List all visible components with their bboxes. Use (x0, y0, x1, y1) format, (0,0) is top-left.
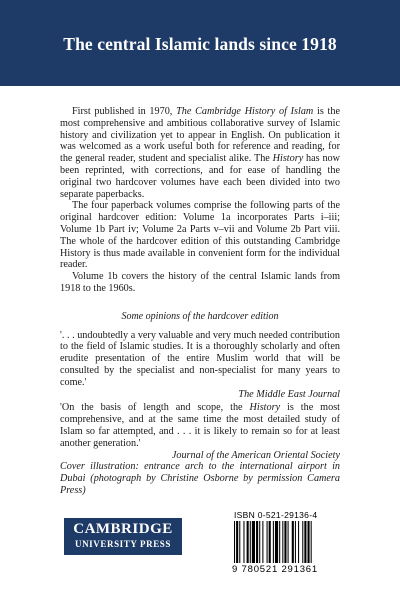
isbn-label: ISBN 0-521-29136-4 (234, 510, 318, 520)
description-paragraph-2: The four paperback volumes comprise the following parts of the original hardcover edition: Volume 1a incorporates Parts i–iii; Volume 1b Part iv; Volume 2a Parts v–vii and Volume 2b Part viii. The whole of the hardcover edition of this outstanding Cambridge History is thus made available in convenient form for the individual reader. (60, 200, 340, 271)
description-text: is the most comprehensive and ambitious collaborative survey of Islamic history and civilization yet to appear in English. On publication it was welcomed as a work useful both for reference and reading, for the general reader, student and specialist alike. The (60, 106, 340, 165)
review-source-2: Journal of the American Oriental Society (171, 449, 340, 461)
publisher-name: CAMBRIDGE (73, 521, 173, 537)
blurb-text (60, 106, 340, 497)
barcode-area (228, 509, 348, 577)
publisher-logo (64, 518, 182, 555)
cover-title: The central Islamic lands since 1918 (63, 34, 337, 54)
opinions-heading: Some opinions of the hardcover edition (121, 310, 279, 322)
cover-illustration-credit (60, 461, 340, 496)
description-text: First published in 1970, (72, 106, 177, 117)
barcode-number: 9 780521 291361 (232, 564, 318, 575)
barcode-icon (234, 521, 342, 563)
description-paragraph-3: Volume 1b covers the history of the central Islamic lands from 1918 to the 1960s. (60, 271, 340, 294)
history-italic: History (249, 402, 281, 414)
series-title: The Cambridge History of Islam (176, 106, 314, 117)
quote-text: 'On the basis of length and scope, the (60, 402, 250, 414)
review-quote-1: '. . . undoubtedly a very valuable and very much needed contribution to the field of Islamic studies. It is a thoroughly scholarly and often erudite presentation of the entire Muslim world that will be consulted by the specialist and non-specialist for many years to come.' (60, 329, 340, 388)
review-source-1: The Middle East Journal (238, 388, 340, 400)
quote-text: is the most comprehensive, and at the same time the most detailed study of Islam so far attempted, and . . . it is likely to remain so for at least another generation.' (60, 402, 340, 449)
publisher-subname: UNIVERSITY PRESS (74, 539, 172, 549)
review-quote-2 (60, 402, 340, 449)
title-banner (0, 0, 400, 86)
description-paragraph-1 (60, 106, 340, 200)
cover-credit-line: Cover illustration: entrance arch to the international airport in Dubai (60, 461, 340, 485)
photo-credit-line: (photograph by Christine Osborne by permission Camera Press) (60, 473, 340, 496)
description-text: has now been reprinted, with corrections, and for ease of handling the original two hardcover volumes have each been divided into two separate paperbacks. (60, 153, 340, 200)
history-italic: History (272, 153, 304, 165)
